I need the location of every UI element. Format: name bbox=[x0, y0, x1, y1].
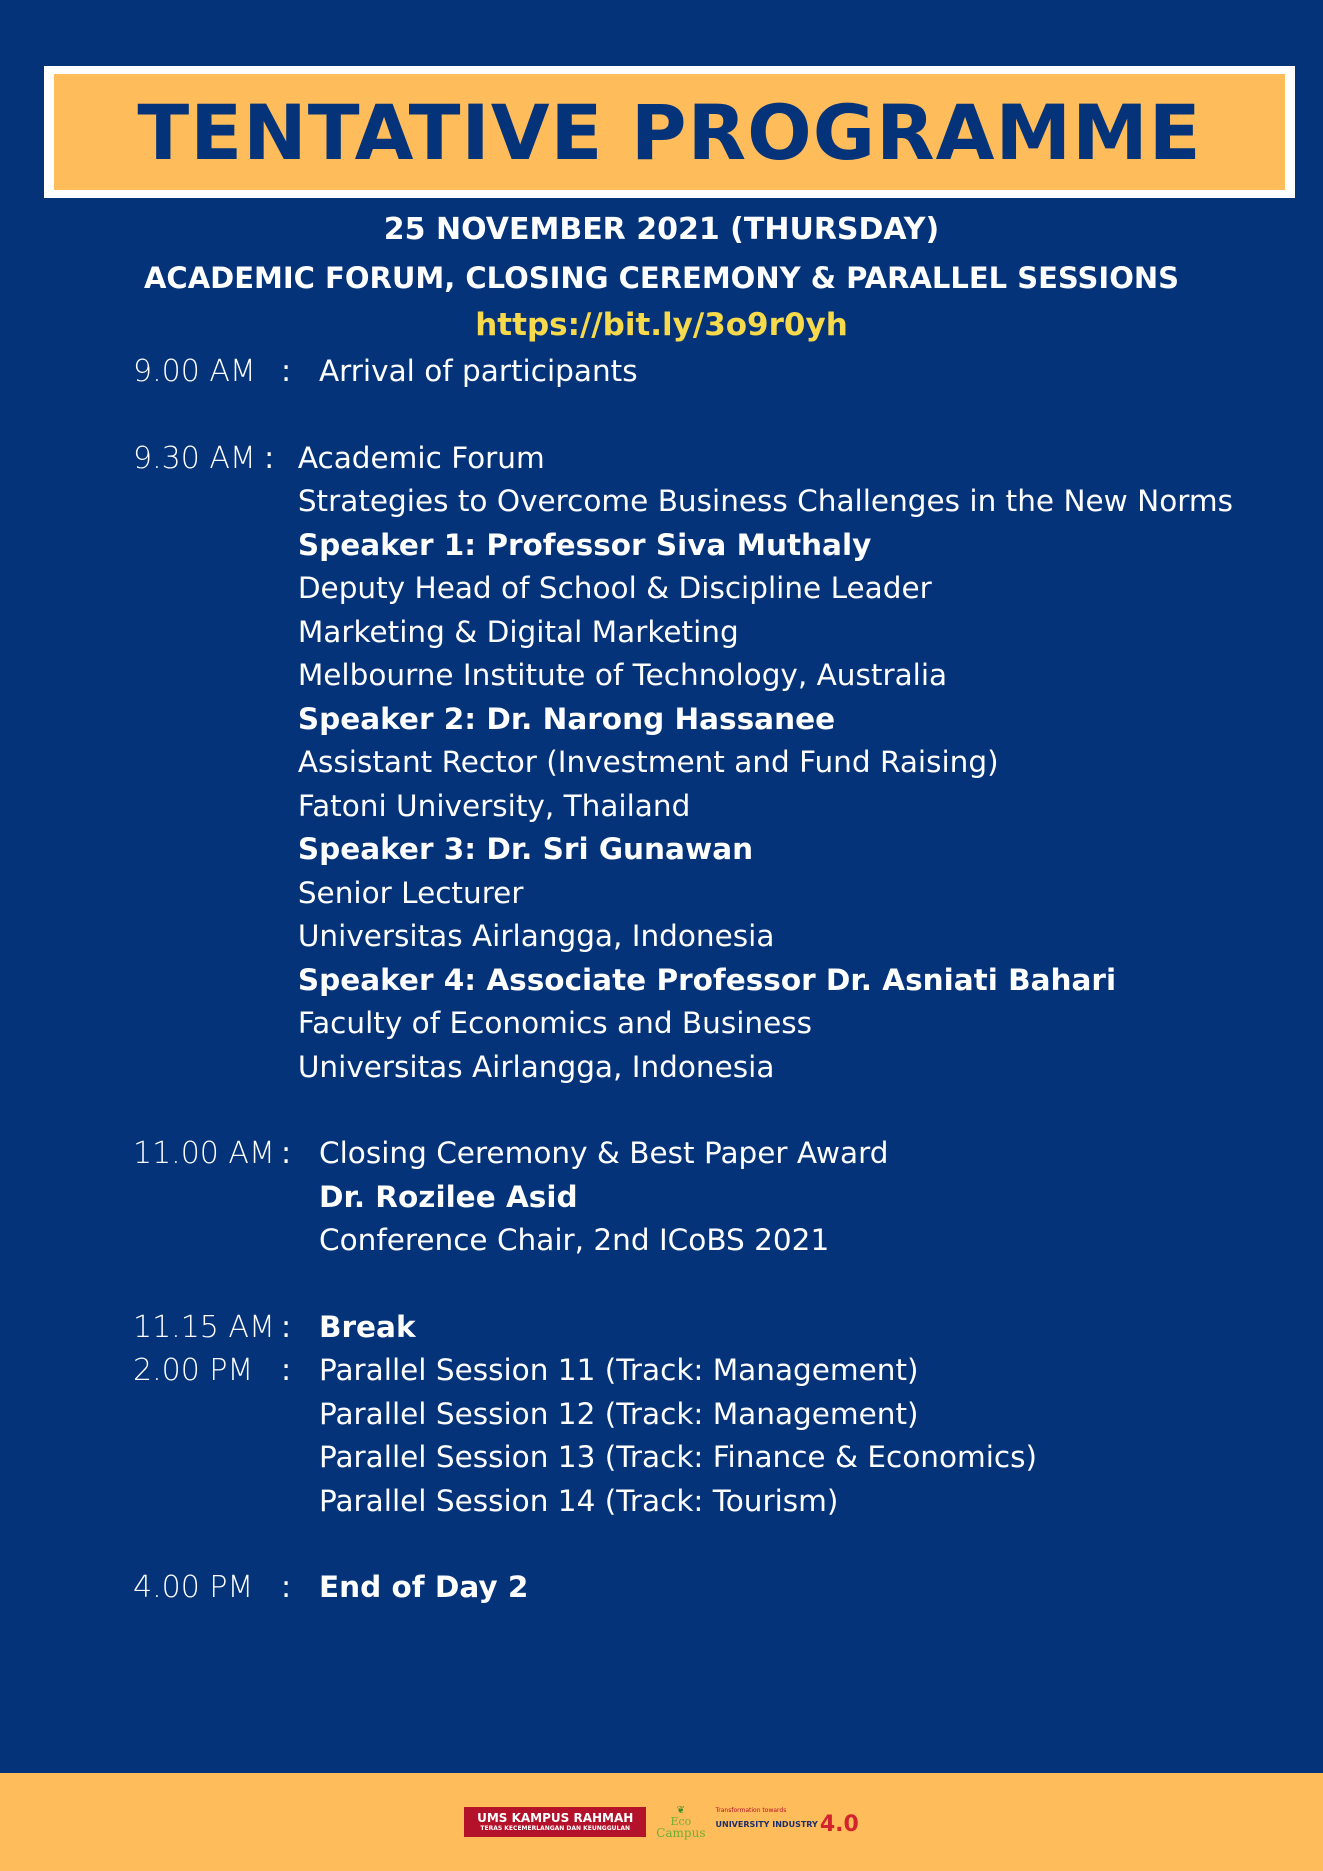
slot-line: Universitas Airlangga, Indonesia bbox=[297, 1049, 775, 1084]
slot-details bbox=[298, 437, 1233, 1090]
event-link[interactable]: https://bit.ly/3o9r0yh bbox=[475, 307, 848, 343]
slot-details bbox=[319, 1306, 1233, 1350]
slot-separator: : bbox=[281, 1136, 292, 1171]
speaker-name: Speaker 1: Professor Siva Muthaly bbox=[297, 527, 872, 562]
slot-time: 9.00 AM bbox=[133, 354, 256, 389]
slot-line: Universitas Airlangga, Indonesia bbox=[297, 919, 775, 953]
slot-line: Assistant Rector (Investment and Fund Raising) bbox=[297, 745, 999, 779]
slot-details bbox=[319, 1566, 1233, 1610]
schedule-slot bbox=[133, 1566, 1233, 1610]
slot-time: 11.00 AM bbox=[133, 1136, 275, 1171]
slot-line: Fatoni University, Thailand bbox=[297, 788, 691, 823]
speaker-name: Speaker 4: Associate Professor Dr. Asniati Bahari bbox=[297, 962, 1117, 997]
page-title: TENTATIVE PROGRAMME bbox=[137, 87, 1202, 177]
slot-line: Academic Forum bbox=[297, 440, 545, 475]
slot-line: Parallel Session 13 (Track: Finance & Economics) bbox=[319, 1440, 1038, 1474]
ums-kampus-rahmah-logo bbox=[464, 1807, 646, 1837]
slot-separator: : bbox=[281, 1353, 292, 1388]
title-banner-inner bbox=[54, 74, 1285, 190]
ui-logo-number: 4.0 bbox=[819, 1812, 859, 1837]
ui-logo-row bbox=[716, 1814, 859, 1836]
eco-logo-text: Eco bbox=[670, 1814, 692, 1828]
slot-line: Faculty of Economics and Business bbox=[297, 1006, 813, 1040]
eco-campus-logo bbox=[656, 1806, 705, 1839]
schedule-slot bbox=[133, 1349, 1233, 1523]
ui-logo-tagline: Transformation towards bbox=[715, 1807, 787, 1814]
slot-separator: : bbox=[281, 354, 292, 389]
slot-time: 9.30 AM bbox=[133, 440, 256, 476]
university-industry-logo bbox=[716, 1808, 859, 1836]
slot-time: 4.00 PM bbox=[133, 1570, 254, 1605]
slot-line: Conference Chair, 2nd ICoBS 2021 bbox=[319, 1223, 830, 1257]
ums-logo-tagline: TERAS KECEMERLANGAN DAN KEUNGGULAN bbox=[480, 1825, 630, 1832]
slot-separator: : bbox=[281, 1570, 292, 1605]
slot-line: End of Day 2 bbox=[319, 1570, 529, 1604]
slot-line: Strategies to Overcome Business Challenges in the New Norms bbox=[297, 484, 1233, 518]
schedule-slot bbox=[133, 1132, 1233, 1263]
slot-line: Arrival of participants bbox=[319, 354, 638, 388]
slot-line: Senior Lecturer bbox=[297, 875, 524, 910]
campus-logo-text: Campus bbox=[656, 1825, 706, 1840]
slot-separator: : bbox=[264, 440, 275, 476]
schedule-slot bbox=[133, 1306, 1233, 1350]
event-date: 25 NOVEMBER 2021 (THURSDAY) bbox=[383, 212, 940, 247]
event-name: ACADEMIC FORUM, CLOSING CEREMONY & PARALLEL SESSIONS bbox=[143, 261, 1180, 295]
ui-logo-text: UNIVERSITY INDUSTRY bbox=[715, 1820, 818, 1829]
slot-line: Parallel Session 11 (Track: Management) bbox=[319, 1353, 919, 1387]
slot-details bbox=[319, 350, 1233, 394]
slot-line: Marketing & Digital Marketing bbox=[297, 614, 739, 649]
schedule-slot bbox=[133, 437, 1233, 1090]
slot-line: Closing Ceremony & Best Paper Award bbox=[319, 1136, 889, 1170]
slot-line: Parallel Session 14 (Track: Tourism) bbox=[319, 1483, 839, 1518]
speaker-name: Speaker 2: Dr. Narong Hassanee bbox=[297, 701, 836, 736]
slot-separator: : bbox=[281, 1309, 292, 1345]
footer-band bbox=[0, 1773, 1323, 1871]
slot-time: 11.15 AM bbox=[133, 1309, 275, 1345]
slot-line: Deputy Head of School & Discipline Leader bbox=[297, 571, 932, 605]
slot-details bbox=[319, 1349, 1233, 1523]
slot-line: Melbourne Institute of Technology, Australia bbox=[297, 658, 948, 692]
ums-logo-title: UMS KAMPUS RAHMAH bbox=[477, 1811, 634, 1825]
slot-line: Break bbox=[319, 1309, 416, 1344]
schedule bbox=[133, 350, 1233, 1653]
title-banner bbox=[44, 66, 1295, 198]
speaker-name: Dr. Rozilee Asid bbox=[319, 1179, 578, 1214]
leaf-icon: ❦ bbox=[676, 1804, 686, 1816]
speaker-name: Speaker 3: Dr. Sri Gunawan bbox=[297, 832, 754, 866]
slot-time: 2.00 PM bbox=[133, 1353, 254, 1388]
slot-details bbox=[319, 1132, 1233, 1263]
slot-line: Parallel Session 12 (Track: Management) bbox=[319, 1396, 919, 1431]
schedule-slot bbox=[133, 350, 1233, 394]
